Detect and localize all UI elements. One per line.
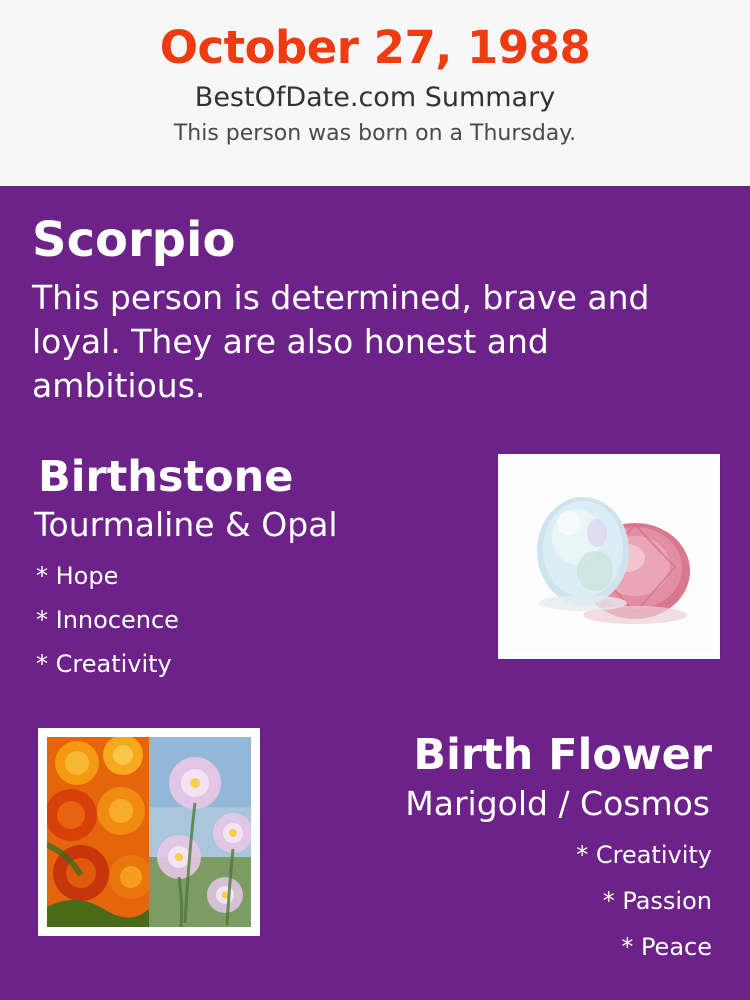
birth-day-note: This person was born on a Thursday. [173,121,577,146]
birth-flower-trait-list [280,832,712,970]
list-item: * Innocence [36,606,179,634]
header [0,0,750,180]
birthstone-trait-list [30,554,470,686]
list-item: * Peace [621,933,712,961]
birth-flower-section [30,728,720,970]
birth-flower-photo [38,728,260,936]
zodiac-description: This person is determined, brave and loyal. They are also honest and ambitious. [32,278,650,405]
birthstone-photo [498,454,720,659]
gemstones-icon [507,463,711,650]
list-item: * Creativity [576,841,712,869]
list-item: * Hope [36,562,119,590]
list-item: * Creativity [36,650,172,678]
birth-flower-names: Marigold / Cosmos [405,784,710,823]
birthstone-title: Birthstone [38,452,294,502]
birthstone-names: Tourmaline & Opal [34,505,338,544]
birth-flower-text-group [280,728,720,970]
birthstone-text-group [30,452,470,686]
page-title: October 27, 1988 [159,21,591,74]
flowers-icon [47,737,251,927]
zodiac-section [30,212,720,408]
details-panel [0,186,750,1000]
birth-flower-title: Birth Flower [413,730,712,780]
list-item: * Passion [602,887,712,915]
birthstone-section [30,452,720,686]
site-summary-label: BestOfDate.com Summary [194,82,556,113]
zodiac-sign-title: Scorpio [32,212,236,268]
